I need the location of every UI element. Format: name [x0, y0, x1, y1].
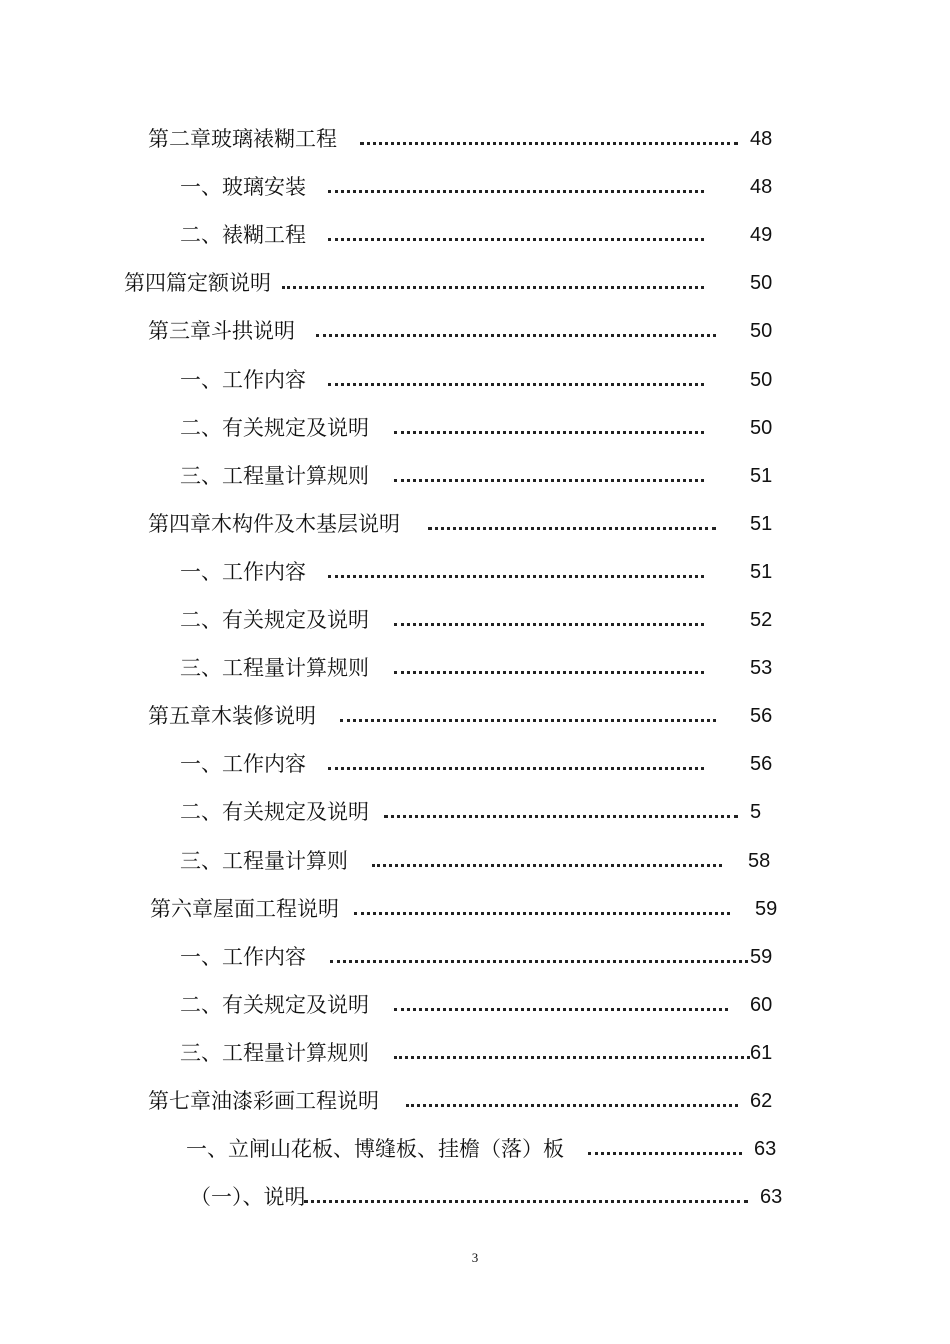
toc-leader-dots	[384, 797, 738, 818]
toc-entry-page: 51	[750, 560, 773, 583]
toc-entry-page: 62	[750, 1090, 773, 1112]
toc-leader-dots	[360, 124, 738, 145]
toc-entry[interactable]	[0, 701, 950, 731]
toc-entry-page: 53	[750, 657, 773, 680]
toc-entry[interactable]	[0, 749, 950, 779]
toc-entry[interactable]	[0, 653, 950, 683]
toc-entry-title: 一、工作内容	[180, 752, 306, 777]
toc-entry-page: 56	[750, 705, 773, 728]
toc-entry-page: 51	[750, 464, 773, 487]
toc-leader-dots	[304, 1182, 748, 1203]
toc-entry-page: 48	[750, 128, 773, 150]
toc-leader-dots	[330, 942, 748, 963]
toc-leader-dots	[394, 461, 704, 482]
toc-entry[interactable]	[0, 1134, 950, 1164]
toc-leader-dots	[372, 846, 722, 867]
toc-entry-title: 一、玻璃安装	[180, 175, 306, 200]
toc-entry-page: 61	[750, 1041, 773, 1064]
toc-entry[interactable]	[0, 894, 950, 924]
toc-entry-page: 63	[754, 1138, 777, 1161]
toc-leader-dots	[328, 749, 704, 770]
toc-entry-page: 59	[750, 945, 773, 968]
toc-entry-page: 49	[750, 224, 773, 247]
toc-entry-page: 58	[748, 849, 771, 872]
toc-entry-page: 50	[750, 272, 773, 295]
toc-entry[interactable]	[0, 1086, 950, 1116]
toc-entry-title: 二、有关规定及说明	[180, 415, 369, 440]
toc-entry[interactable]	[0, 557, 950, 587]
toc-entry[interactable]	[0, 172, 950, 202]
toc-leader-dots	[282, 268, 704, 289]
toc-leader-dots	[328, 365, 704, 386]
toc-leader-dots	[340, 701, 716, 722]
toc-leader-dots	[328, 172, 704, 193]
toc-entry-page: 5	[750, 801, 762, 824]
toc-entry[interactable]	[0, 365, 950, 395]
toc-entry[interactable]	[0, 846, 950, 876]
toc-entry-title: 三、工程量计算规则	[180, 1040, 369, 1065]
toc-entry-page: 52	[750, 609, 773, 631]
toc-leader-dots	[394, 653, 704, 674]
toc-entry[interactable]	[0, 413, 950, 443]
toc-entry[interactable]	[0, 990, 950, 1020]
toc-entry-title: 第五章木装修说明	[148, 704, 316, 729]
toc-leader-dots	[354, 894, 730, 915]
toc-entry-title: 一、立闸山花板、博缝板、挂檐（落）板	[186, 1137, 564, 1162]
toc-entry-page: 48	[750, 176, 773, 199]
toc-entry[interactable]	[0, 797, 950, 827]
toc-entry-page: 50	[750, 416, 773, 439]
toc-leader-dots	[316, 316, 716, 337]
toc-entry[interactable]	[0, 1182, 950, 1212]
toc-entry-title: 二、有关规定及说明	[180, 992, 369, 1017]
toc-leader-dots	[394, 1038, 750, 1059]
toc-entry-title: 第二章玻璃裱糊工程	[148, 127, 337, 151]
toc-entry[interactable]	[0, 220, 950, 250]
toc-entry-page: 50	[750, 320, 773, 343]
toc-leader-dots	[394, 605, 704, 626]
toc-entry-title: 第四章木构件及木基层说明	[148, 511, 400, 536]
toc-entry[interactable]	[0, 316, 950, 346]
toc-leader-dots	[406, 1086, 738, 1107]
toc-entry[interactable]	[0, 268, 950, 298]
toc-leader-dots	[394, 413, 704, 434]
toc-entry-title: 三、工程量计算规则	[180, 656, 369, 681]
toc-entry-page: 50	[750, 368, 773, 391]
toc-entry-page: 51	[750, 512, 773, 535]
toc-entry-page: 60	[750, 993, 773, 1016]
toc-leader-dots	[328, 220, 704, 241]
toc-entry-title: （一）、说明	[190, 1185, 306, 1210]
toc-entry[interactable]	[0, 942, 950, 972]
toc-entry[interactable]	[0, 124, 950, 154]
toc-leader-dots	[394, 990, 728, 1011]
toc-leader-dots	[428, 509, 716, 530]
toc-leader-dots	[328, 557, 704, 578]
page-number: 3	[471, 1250, 479, 1265]
toc-entry-title: 第三章斗拱说明	[148, 319, 295, 344]
toc-entry[interactable]	[0, 509, 950, 539]
toc-entry-title: 第七章油漆彩画工程说明	[148, 1089, 379, 1113]
toc-entry-title: 第六章屋面工程说明	[150, 896, 339, 921]
toc-entry-page: 56	[750, 753, 773, 776]
toc-leader-dots	[588, 1134, 742, 1155]
toc-entry-title: 二、裱糊工程	[180, 223, 306, 248]
toc-entry[interactable]	[0, 605, 950, 635]
toc-entry[interactable]	[0, 1038, 950, 1068]
toc-entry[interactable]	[0, 461, 950, 491]
toc-entry-title: 二、有关规定及说明	[180, 608, 369, 632]
toc-entry-page: 63	[760, 1186, 783, 1209]
toc-entry-title: 三、工程量计算则	[180, 848, 348, 873]
toc-entry-title: 第四篇定额说明	[124, 271, 271, 296]
toc-entry-page: 59	[755, 897, 778, 920]
toc-entry-title: 一、工作内容	[180, 367, 306, 392]
toc-entry-title: 二、有关规定及说明	[180, 800, 369, 825]
toc-entry-title: 一、工作内容	[180, 944, 306, 969]
toc-entry-title: 三、工程量计算规则	[180, 463, 369, 488]
toc-entry-title: 一、工作内容	[180, 559, 306, 584]
